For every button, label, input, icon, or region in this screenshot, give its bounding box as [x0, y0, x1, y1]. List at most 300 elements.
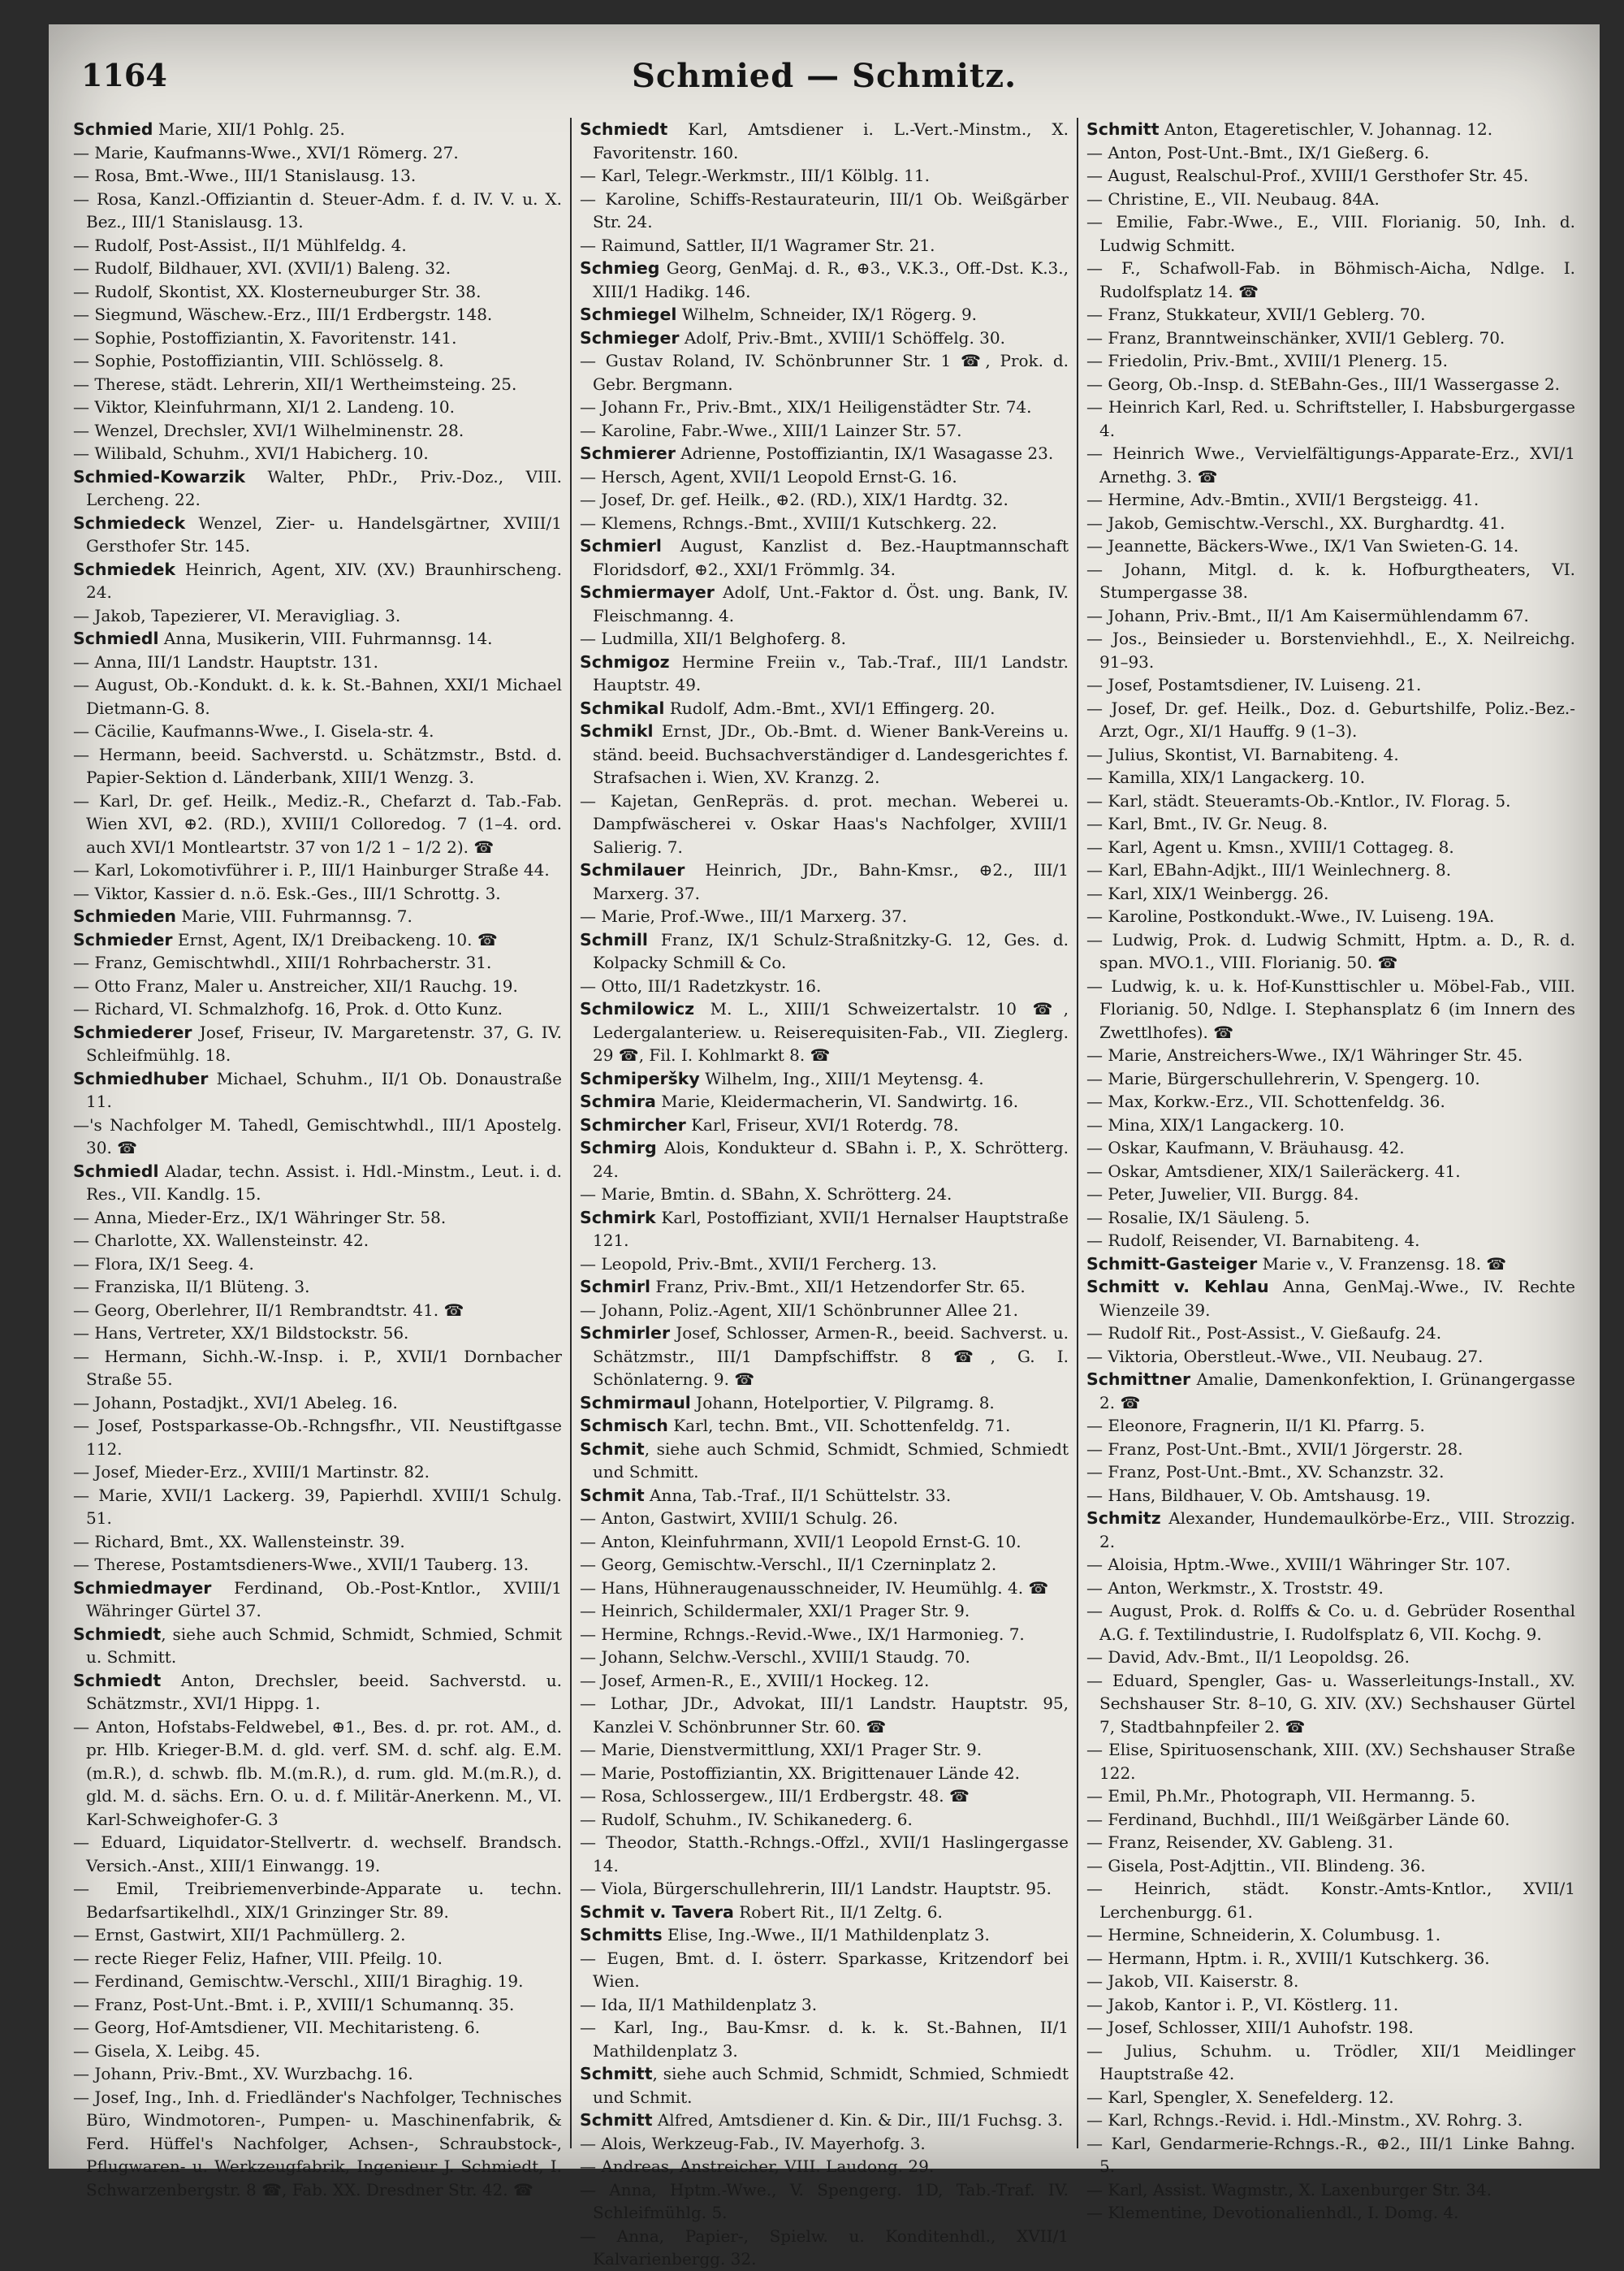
- entry-text: — Sophie, Postoffiziantin, X. Favoritenstr. 141.: [73, 327, 457, 348]
- directory-entry: [73, 975, 562, 998]
- directory-entry: [580, 257, 1069, 303]
- directory-entry: [1086, 1646, 1575, 1669]
- entry-text: — Marie, Bürgerschullehrerin, V. Spengerg. 10.: [1086, 1068, 1480, 1088]
- entry-text: — Anton, Hofstabs-Feldwebel, ⊕1., Bes. d. pr. rot. AM., d. pr. Hlb. Krieger-B.M. d. gld. verf. SM. d. schf. alg. E.M. (m.R.), d. schwb. flb. M.(m.R.), d. rum. gld. M.(m.R.), d. gld. M. d. sächs. Ern. O. u. d. f. Militär-Anerkenn. M., VI. Karl-Schweighofer-G. 3: [73, 1716, 562, 1829]
- directory-entry: [1086, 257, 1575, 303]
- entry-text: — Eugen, Bmt. d. I. österr. Sparkasse, Kritzendorf bei Wien.: [580, 1948, 1069, 1991]
- directory-entry: [1086, 1854, 1575, 1878]
- entry-text: Wenzel, Zier- u. Handelsgärtner, XVIII/1 Gersthofer Str. 145.: [86, 513, 562, 556]
- entry-text: Johann, Hotelportier, V. Pilgramg. 8.: [690, 1392, 995, 1412]
- entry-text: — Anton, Gastwirt, XVIII/1 Schulg. 26.: [580, 1508, 898, 1528]
- directory-entry: [580, 997, 1069, 1067]
- entry-text: — Jos., Beinsieder u. Borstenviehhdl., E., X. Neilreichg. 91–93.: [1086, 629, 1575, 672]
- entry-text: August, Kanzlist d. Bez.-Hauptmannschaft Floridsdorf, ⊕2., XXI/1 Frömmlg. 34.: [593, 536, 1069, 579]
- entry-text: — Karl, Telegr.-Werkmstr., III/1 Kölblg. 11.: [580, 166, 930, 185]
- column-2: [580, 118, 1069, 2269]
- column-1: [73, 118, 562, 2200]
- entry-text: — Johann, Selchw.-Verschl., XVIII/1 Staudg. 70.: [580, 1647, 970, 1667]
- entry-text: — Richard, Bmt., XX. Wallensteinstr. 39.: [73, 1531, 405, 1551]
- directory-entry: [580, 1738, 1069, 1762]
- directory-entry: [580, 1923, 1069, 1947]
- entry-text: Alfred, Amtsdiener d. Kin. & Dir., III/1 Fuchsg. 3.: [652, 2110, 1064, 2130]
- entry-surname: Schmiedl: [73, 629, 159, 648]
- directory-entry: [580, 488, 1069, 512]
- entry-text: Ernst, JDr., Ob.-Bmt. d. Wiener Bank-Vereins u. ständ. beeid. Buchsachverständiger d. Landesgerichtes f. Strafsachen i. Wien, XV. Kranzg. 2.: [593, 721, 1069, 787]
- entry-text: Karl, techn. Bmt., VII. Schottenfeldg. 71.: [667, 1416, 1011, 1435]
- entry-text: — Eleonore, Fragnerin, II/1 Kl. Pfarrg. 5.: [1086, 1416, 1425, 1435]
- directory-entry: [1086, 905, 1575, 928]
- directory-entry: [73, 1160, 562, 1206]
- directory-entry: [1086, 1067, 1575, 1091]
- directory-entry: [580, 1808, 1069, 1832]
- entry-text: — Hans, Bildhauer, V. Ob. Amtshausg. 19.: [1086, 1485, 1432, 1505]
- entry-text: — August, Realschul-Prof., XVIII/1 Gersthofer Str. 45.: [1086, 166, 1529, 185]
- entry-text: — Anton, Werkmstr., X. Troststr. 49.: [1086, 1577, 1384, 1598]
- directory-entry: [73, 164, 562, 188]
- entry-surname: Schmirmaul: [580, 1392, 691, 1412]
- entry-text: Ferdinand, Ob.-Post-Kntlor., XVIII/1 Währinger Gürtel 37.: [86, 1577, 562, 1620]
- entry-text: — Elise, Spirituosenschank, XIII. (XV.) Sechshauser Straße 122.: [1086, 1740, 1575, 1783]
- directory-entry: [580, 2109, 1069, 2132]
- entry-surname: Schmiperšky: [580, 1068, 700, 1088]
- directory-entry: [1086, 1877, 1575, 1923]
- entry-text: — Gisela, Post-Adjttin., VII. Blindeng. 36.: [1086, 1855, 1426, 1875]
- directory-entry: [1086, 1136, 1575, 1160]
- entry-text: , siehe auch Schmid, Schmidt, Schmied, Schmiedt und Schmitt.: [593, 1438, 1069, 1482]
- entry-text: — Karl, Lokomotivführer i. P., III/1 Hainburger Straße 44.: [73, 860, 550, 880]
- directory-entry: [580, 1577, 1069, 1600]
- entry-surname: Schmitts: [580, 1925, 663, 1944]
- entry-text: — Franz, Post-Unt.-Bmt., XV. Schanzstr. 32.: [1086, 1462, 1445, 1482]
- directory-entry: [73, 1391, 562, 1415]
- entry-text: — Johann, Priv.-Bmt., XV. Wurzbachg. 16.: [73, 2064, 413, 2083]
- directory-entry: [1086, 1206, 1575, 1230]
- directory-entry: [73, 1414, 562, 1460]
- directory-entry: [73, 396, 562, 419]
- entry-text: — Hermann, beeid. Sachverstd. u. Schätzmstr., Bstd. d. Papier-Sektion d. Länderbank, XIII/1 Wenzg. 3.: [73, 744, 562, 787]
- directory-entry: [580, 1599, 1069, 1623]
- directory-entry: [73, 2016, 562, 2040]
- directory-entry: [1086, 1322, 1575, 1345]
- entry-text: — Josef, Dr. gef. Heilk., ⊕2. (RD.), XIX/1 Hardtg. 32.: [580, 490, 1009, 509]
- entry-text: — Otto Franz, Maler u. Anstreicher, XII/1 Rauchg. 19.: [73, 975, 518, 996]
- entry-text: Marie v., V. Franzensg. 18. ☎: [1257, 1253, 1507, 1274]
- directory-entry: [1086, 882, 1575, 906]
- directory-entry: [580, 442, 1069, 465]
- directory-entry: [1086, 349, 1575, 373]
- entry-text: — Marie, Dienstvermittlung, XXI/1 Prager Str. 9.: [580, 1740, 983, 1759]
- directory-entry: [1086, 1784, 1575, 1808]
- entry-surname: Schmisch: [580, 1416, 668, 1435]
- entry-text: — Eduard, Spengler, Gas- u. Wasserleitungs-Install., XV. Sechshauser Str. 8–10, G. XIV. (XV.) Sechshauser Gürtel 7, Stadtbahnpfeiler 2. ☎: [1086, 1670, 1575, 1737]
- directory-entry: [1086, 1345, 1575, 1369]
- directory-entry: [580, 789, 1069, 859]
- directory-entry: [580, 1322, 1069, 1391]
- entry-text: — Franz, Reisender, XV. Gableng. 31.: [1086, 1832, 1393, 1852]
- entry-surname: Schmieger: [580, 327, 680, 348]
- directory-entry: [73, 2062, 562, 2086]
- entry-text: Marie, XII/1 Pohlg. 25.: [153, 119, 345, 139]
- entry-text: — Ferdinand, Gemischtw.-Verschl., XIII/1 Biraghig. 19.: [73, 1971, 524, 1991]
- entry-text: — Marie, Kaufmanns-Wwe., XVI/1 Römerg. 27.: [73, 142, 459, 162]
- directory-entry: [73, 859, 562, 882]
- entry-surname: Schmiedl: [73, 1161, 159, 1181]
- entry-surname: Schmiedmayer: [73, 1577, 212, 1598]
- entry-text: — Josef, Postamtsdiener, IV. Luiseng. 21.: [1086, 675, 1422, 694]
- directory-entry: [73, 1993, 562, 2017]
- entry-text: — Rudolf, Post-Assist., II/1 Mühlfeldg. 4.: [73, 235, 407, 255]
- entry-text: — recte Rieger Feliz, Hafner, VIII. Pfeilg. 10.: [73, 1948, 443, 1968]
- entry-text: — Johann, Mitgl. d. k. k. Hofburgtheaters, VI. Stumpergasse 38.: [1086, 559, 1575, 602]
- directory-entry: [73, 627, 562, 651]
- entry-text: — Karoline, Fabr.-Wwe., XIII/1 Lainzer Str. 57.: [580, 420, 962, 440]
- entry-text: Georg, GenMaj. d. R., ⊕3., V.K.3., Off.-Dst. K.3., XIII/1 Hadikg. 146.: [593, 258, 1069, 301]
- entry-text: — Hans, Hühneraugenausschneider, IV. Heumühlg. 4. ☎: [580, 1577, 1049, 1598]
- directory-entry: [1086, 1738, 1575, 1784]
- entry-text: Franz, Priv.-Bmt., XII/1 Hetzendorfer Str. 65.: [650, 1277, 1026, 1296]
- entry-surname: Schmiedeck: [73, 513, 186, 533]
- directory-entry: [1086, 534, 1575, 558]
- entry-text: — Karl, Rchngs.-Revid. i. Hdl.-Minstm., XV. Rohrg. 3.: [1086, 2110, 1523, 2130]
- entry-text: — Viola, Bürgerschullehrerin, III/1 Landstr. Hauptstr. 95.: [580, 1879, 1052, 1898]
- entry-text: — Johann, Postadjkt., XVI/1 Abeleg. 16.: [73, 1392, 398, 1412]
- directory-entry: [1086, 1438, 1575, 1461]
- entry-text: — Therese, städt. Lehrerin, XII/1 Wertheimsteing. 25.: [73, 374, 517, 394]
- entry-text: Wilhelm, Schneider, IX/1 Rögerg. 9.: [676, 305, 978, 324]
- directory-entry: [73, 280, 562, 304]
- entry-surname: Schmitt: [1086, 119, 1160, 139]
- entry-text: Marie, Kleidermacherin, VI. Sandwirtg. 16.: [655, 1092, 1019, 1111]
- directory-entry: [580, 581, 1069, 627]
- entry-text: Robert Rit., II/1 Zeltg. 6.: [733, 1901, 943, 1922]
- entry-text: — Karl, XIX/1 Weinbergg. 26.: [1086, 883, 1329, 903]
- directory-entry: [580, 1299, 1069, 1322]
- directory-entry: [580, 1646, 1069, 1669]
- directory-entry: [1086, 1252, 1575, 1276]
- entry-text: — Ida, II/1 Mathildenplatz 3.: [580, 1994, 818, 2014]
- directory-entry: [580, 396, 1069, 419]
- entry-text: Karl, Friseur, XVI/1 Roterdg. 78.: [685, 1114, 959, 1135]
- entry-text: — Johann, Poliz.-Agent, XII/1 Schönbrunner Allee 21.: [580, 1300, 1018, 1320]
- directory-entry: [580, 2225, 1069, 2271]
- directory-entry: [1086, 488, 1575, 512]
- directory-entry: [1086, 1368, 1575, 1414]
- directory-entry: [1086, 2016, 1575, 2040]
- directory-entry: [1086, 697, 1575, 743]
- entry-text: — Anna, III/1 Landstr. Hauptstr. 131.: [73, 651, 378, 672]
- directory-entry: [580, 118, 1069, 164]
- directory-entry: [73, 2040, 562, 2063]
- entry-text: — Karoline, Schiffs-Restaurateurin, III/1 Ob. Weißgärber Str. 24.: [580, 188, 1069, 231]
- entry-text: — Aloisia, Hptm.-Wwe., XVIII/1 Währinger Str. 107.: [1086, 1555, 1511, 1574]
- directory-entry: [1086, 1577, 1575, 1600]
- page-number: 1164: [81, 57, 167, 93]
- entry-text: — Viktoria, Oberstleut.-Wwe., VII. Neubaug. 27.: [1086, 1346, 1484, 1366]
- directory-entry: [1086, 812, 1575, 836]
- directory-entry: [73, 118, 562, 141]
- entry-surname: Schmirl: [580, 1277, 651, 1296]
- directory-entry: [1086, 2109, 1575, 2132]
- directory-entry: [580, 1090, 1069, 1114]
- directory-entry: [580, 512, 1069, 535]
- entry-text: Adolf, Unt.-Faktor d. Öst. ung. Bank, IV. Fleischmanng. 4.: [593, 582, 1069, 625]
- entry-text: Marie, VIII. Fuhrmannsg. 7.: [175, 906, 412, 926]
- entry-text: — August, Prok. d. Rolffs & Co. u. d. Gebrüder Rosenthal A.G. f. Textilindustrie, I. Rudolfsplatz 6, VII. Kochg. 9.: [1086, 1601, 1575, 1644]
- entry-text: — Viktor, Kleinfuhrmann, XI/1 2. Landeng. 10.: [73, 397, 455, 417]
- directory-entry: [580, 1669, 1069, 1693]
- entry-text: — Therese, Postamtsdieners-Wwe., XVII/1 Tauberg. 13.: [73, 1555, 529, 1574]
- directory-entry: [1086, 1808, 1575, 1832]
- directory-entry: [1086, 975, 1575, 1045]
- entry-text: — Wilibald, Schuhm., XVI/1 Habicherg. 10.: [73, 443, 429, 463]
- entry-text: — Otto, III/1 Radetzkystr. 16.: [580, 975, 822, 996]
- directory-entry: [73, 1623, 562, 1669]
- directory-entry: [1086, 604, 1575, 628]
- entry-text: — Josef, Ing., Inh. d. Friedländer's Nachfolger, Technisches Büro, Windmotoren-, Pumpen- u. Maschinenfabrik, & Ferd. Hüffel's Nachfolger, Achsen-, Schraubstock-, Pflugwaren- u. Werkzeugfabrik, Ingenieur J. Schmiedt, I. Schwarzenbergstr. 8 ☎, Fab. XX. Dresdner Str. 42. ☎: [73, 2087, 562, 2200]
- directory-entry: [73, 141, 562, 165]
- entry-text: — Hermann, Hptm. i. R., XVIII/1 Kutschkerg. 36.: [1086, 1948, 1490, 1968]
- entry-surname: Schmierl: [580, 536, 662, 556]
- directory-entry: [73, 1831, 562, 1877]
- directory-entry: [1086, 1044, 1575, 1067]
- directory-entry: [73, 1947, 562, 1970]
- entry-text: — Raimund, Sattler, II/1 Wagramer Str. 21.: [580, 235, 935, 255]
- directory-entry: [73, 604, 562, 628]
- directory-entry: [580, 928, 1069, 975]
- entry-text: — Josef, Postsparkasse-Ob.-Rchngsfhr., VII. Neustiftgasse 112.: [73, 1416, 562, 1459]
- entry-surname: Schmirg: [580, 1138, 657, 1157]
- directory-entry: [580, 1623, 1069, 1646]
- directory-entry: [580, 1275, 1069, 1299]
- entry-text: Anton, Etageretischler, V. Johannag. 12.: [1159, 119, 1493, 139]
- directory-entry: [73, 1067, 562, 1114]
- entry-text: — Heinrich Wwe., Vervielfältigungs-Apparate-Erz., XVI/1 Arnethg. 3. ☎: [1086, 443, 1575, 487]
- directory-entry: [73, 720, 562, 743]
- entry-text: — Marie, XVII/1 Lackerg. 39, Papierhdl. XVIII/1 Schulg. 51.: [73, 1485, 562, 1528]
- directory-entry: [1086, 164, 1575, 188]
- entry-text: — Franziska, II/1 Blüteng. 3.: [73, 1277, 310, 1296]
- directory-entry: [1086, 1993, 1575, 2017]
- entry-text: Elise, Ing.-Wwe., II/1 Mathildenplatz 3.: [662, 1925, 990, 1944]
- directory-entry: [73, 1275, 562, 1299]
- directory-entry: [1086, 210, 1575, 257]
- directory-entry: [580, 1114, 1069, 1137]
- entry-text: — Viktor, Kassier d. n.ö. Esk.-Ges., III/1 Schrottg. 3.: [73, 883, 501, 903]
- directory-entry: [73, 1530, 562, 1554]
- entry-text: — Franz, Post-Unt.-Bmt. i. P., XVIII/1 Schumannq. 35.: [73, 1994, 515, 2014]
- entry-surname: Schmiedt: [73, 1624, 162, 1644]
- entry-text: — Marie, Bmtin. d. SBahn, X. Schrötterg. 24.: [580, 1184, 952, 1204]
- directory-entry: [1086, 303, 1575, 327]
- entry-text: — Karl, Agent u. Kmsn., XVIII/1 Cottageg. 8.: [1086, 837, 1454, 857]
- directory-entry: [580, 975, 1069, 998]
- entry-text: — Jakob, VII. Kaiserstr. 8.: [1086, 1971, 1299, 1991]
- directory-entry: [73, 1252, 562, 1276]
- entry-surname: Schmied-Kowarzik: [73, 466, 246, 487]
- entry-text: — Rudolf, Skontist, XX. Klosterneuburger Str. 38.: [73, 281, 482, 301]
- entry-text: — Johann Fr., Priv.-Bmt., XIX/1 Heiligenstädter Str. 74.: [580, 397, 1032, 417]
- entry-text: Rudolf, Adm.-Bmt., XVI/1 Effingerg. 20.: [664, 698, 996, 718]
- directory-entry: [73, 673, 562, 720]
- entry-text: — Jeannette, Bäckers-Wwe., IX/1 Van Swieten-G. 14.: [1086, 536, 1519, 556]
- entry-surname: Schmiederer: [73, 1022, 192, 1042]
- entry-text: — Hermann, Sichh.-W.-Insp. i. P., XVII/1 Dornbacher Straße 55.: [73, 1346, 562, 1389]
- entry-text: — Oskar, Kaufmann, V. Bräuhausg. 42.: [1086, 1138, 1405, 1157]
- entry-text: — Sophie, Postoffiziantin, VIII. Schlösselg. 8.: [73, 351, 444, 370]
- directory-entry: [580, 1901, 1069, 1924]
- entry-surname: Schmill: [580, 929, 648, 949]
- directory-entry: [73, 512, 562, 558]
- directory-entry: [1086, 512, 1575, 535]
- directory-entry: [1086, 928, 1575, 975]
- directory-entry: [1086, 1507, 1575, 1553]
- entry-text: — Karl, Dr. gef. Heilk., Mediz.-R., Chefarzt d. Tab.-Fab. Wien XVI, ⊕2. (RD.), XVIII/1 Colloredog. 7 (1–4. ord. auch XVI/1 Montleartstr. 37 von 1/2 1 – 1/2 2). ☎: [73, 790, 562, 857]
- directory-entry: [1086, 1831, 1575, 1854]
- entry-surname: Schmiedt: [73, 1670, 162, 1690]
- directory-entry: [1086, 118, 1575, 141]
- directory-entry: [73, 349, 562, 373]
- entry-text: — Jakob, Gemischtw.-Verschl., XX. Burghardtg. 41.: [1086, 513, 1505, 533]
- entry-text: — Julius, Skontist, VI. Barnabiteng. 4.: [1086, 744, 1399, 764]
- entry-text: — Josef, Armen-R., E., XVIII/1 Hockeg. 12.: [580, 1670, 930, 1690]
- entry-text: — Franz, Branntweinschänker, XVII/1 Geblerg. 70.: [1086, 327, 1505, 348]
- directory-entry: [1086, 1090, 1575, 1114]
- entry-surname: Schmiedek: [73, 559, 176, 579]
- entry-text: —'s Nachfolger M. Tahedl, Gemischtwhdl., III/1 Apostelg. 30. ☎: [73, 1114, 562, 1157]
- directory-entry: [73, 188, 562, 234]
- entry-text: — Kamilla, XIX/1 Langackerg. 10.: [1086, 768, 1366, 787]
- entry-text: Adrienne, Postoffiziantin, IX/1 Wasagasse 23.: [675, 443, 1054, 463]
- entry-text: — Rudolf Rit., Post-Assist., V. Gießaufg. 24.: [1086, 1323, 1442, 1343]
- directory-entry: [1086, 442, 1575, 488]
- entry-surname: Schmira: [580, 1092, 656, 1111]
- directory-entry: [580, 1947, 1069, 1993]
- entry-surname: Schmitt: [580, 2064, 653, 2083]
- directory-entry: [73, 1322, 562, 1345]
- directory-entry: [580, 1831, 1069, 1877]
- directory-entry: [580, 1784, 1069, 1808]
- directory-entry: [580, 303, 1069, 327]
- entry-text: Ernst, Agent, IX/1 Dreibackeng. 10. ☎: [172, 929, 498, 949]
- entry-text: — Emil, Treibriemenverbinde-Apparate u. techn. Bedarfsartikelhdl., XIX/1 Grinzinger Str. 89.: [73, 1879, 562, 1922]
- entry-text: — Christine, E., VII. Neubaug. 84A.: [1086, 188, 1380, 209]
- directory-entry: [1086, 1923, 1575, 1947]
- directory-entry: [580, 1877, 1069, 1901]
- entry-text: Josef, Schlosser, Armen-R., beeid. Sachverst. u. Schätzmstr., III/1 Dampfschiffstr. 8 ☎, G. I. Schönlaterng. 9. ☎: [593, 1323, 1069, 1389]
- directory-entry: [580, 1507, 1069, 1530]
- directory-entry: [1086, 558, 1575, 604]
- directory-page: [49, 24, 1600, 2269]
- entry-text: — Flora, IX/1 Seeg. 4.: [73, 1253, 254, 1274]
- entry-text: Franz, IX/1 Schulz-Straßnitzky-G. 12, Ges. d. Kolpacky Schmill & Co.: [593, 929, 1069, 972]
- entry-text: — Richard, VI. Schmalzhofg. 16, Prok. d. Otto Kunz.: [73, 999, 503, 1019]
- directory-entry: [1086, 373, 1575, 396]
- entry-text: Amalie, Damenkonfektion, I. Grünangergasse 2. ☎: [1099, 1369, 1575, 1412]
- directory-entry: [73, 1577, 562, 1623]
- entry-surname: Schmiedhuber: [73, 1068, 209, 1088]
- entry-text: — Eduard, Liquidator-Stellvertr. d. wechself. Brandsch. Versich.-Anst., XIII/1 Einwangg. 19.: [73, 1832, 562, 1875]
- directory-entry: [1086, 1484, 1575, 1508]
- directory-entry: [1086, 1669, 1575, 1739]
- entry-text: — Marie, Postoffiziantin, XX. Brigittenauer Lände 42.: [580, 1763, 1020, 1783]
- entry-surname: Schmiermayer: [580, 582, 715, 602]
- entry-text: — Karl, Assist. Wagmstr., X. Laxenburger Str. 34.: [1086, 2179, 1492, 2200]
- directory-entry: [1086, 673, 1575, 697]
- directory-entry: [1086, 2201, 1575, 2225]
- entry-text: — Ferdinand, Buchhdl., III/1 Weißgärber Lände 60.: [1086, 1809, 1510, 1829]
- entry-surname: Schmitt-Gasteiger: [1086, 1253, 1258, 1274]
- entry-text: — Josef, Mieder-Erz., XVIII/1 Martinstr. 82.: [73, 1462, 430, 1482]
- directory-entry: [580, 627, 1069, 651]
- directory-entry: [73, 1970, 562, 1993]
- directory-entry: [73, 234, 562, 257]
- directory-entry: [1086, 2132, 1575, 2178]
- directory-entry: [73, 789, 562, 859]
- entry-text: — Anna, Papier-, Spielw. u. Konditenhdl., XVII/1 Kalvarienbergg. 32.: [580, 2226, 1069, 2269]
- directory-entry: [73, 1877, 562, 1923]
- entry-surname: Schmigoz: [580, 651, 670, 672]
- directory-entry: [580, 1414, 1069, 1438]
- directory-entry: [1086, 1599, 1575, 1646]
- directory-entry: [580, 1183, 1069, 1206]
- column-3: [1086, 118, 1576, 2222]
- directory-entry: [1086, 188, 1575, 211]
- entry-text: Wilhelm, Ing., XIII/1 Meytensg. 4.: [699, 1068, 984, 1088]
- entry-surname: Schmiedt: [580, 119, 668, 139]
- entry-text: — Ludwig, Prok. d. Ludwig Schmitt, Hptm. a. D., R. d. span. MVO.1., VIII. Florianig. 50. ☎: [1086, 929, 1575, 972]
- directory-entry: [1086, 1947, 1575, 1970]
- entry-text: — Marie, Prof.-Wwe., III/1 Marxerg. 37.: [580, 906, 908, 926]
- entry-text: — Anna, Hptm.-Wwe., V. Spengerg. 1D, Tab.-Traf. IV. Schleifmühlg. 5.: [580, 2179, 1069, 2222]
- entry-text: — F., Schafwoll-Fab. in Böhmisch-Aicha, Ndlge. I. Rudolfsplatz 14. ☎: [1086, 258, 1575, 301]
- directory-entry: [580, 1391, 1069, 1415]
- directory-entry: [580, 534, 1069, 581]
- directory-entry: [73, 905, 562, 928]
- entry-surname: Schmikal: [580, 698, 665, 718]
- entry-surname: Schmikl: [580, 721, 654, 741]
- entry-surname: Schmieg: [580, 258, 660, 278]
- entry-text: Anna, Tab.-Traf., II/1 Schüttelstr. 33.: [644, 1485, 952, 1505]
- directory-entry: [580, 1136, 1069, 1183]
- directory-entry: [580, 651, 1069, 697]
- entry-surname: Schmirk: [580, 1207, 656, 1227]
- directory-entry: [73, 1484, 562, 1530]
- entry-text: — Hermine, Adv.-Bmtin., XVII/1 Bergsteigg. 41.: [1086, 490, 1479, 509]
- directory-entry: [73, 1669, 562, 1715]
- entry-text: — Emil, Ph.Mr., Photograph, VII. Hermanng. 5.: [1086, 1786, 1476, 1806]
- entry-text: — August, Ob.-Kondukt. d. k. k. St.-Bahnen, XXI/1 Michael Dietmann-G. 8.: [73, 675, 562, 718]
- directory-entry: [1086, 2178, 1575, 2202]
- directory-entry: [580, 465, 1069, 489]
- entry-text: — Rudolf, Schuhm., IV. Schikanederg. 6.: [580, 1809, 913, 1829]
- entry-text: — Franz, Stukkateur, XVII/1 Geblerg. 70.: [1086, 305, 1426, 324]
- entry-text: — Karl, Ing., Bau-Kmsr. d. k. k. St.-Bahnen, II/1 Mathildenplatz 3.: [580, 2018, 1069, 2061]
- page-header: [49, 57, 1600, 122]
- directory-entry: [73, 303, 562, 327]
- entry-text: — Karoline, Postkondukt.-Wwe., IV. Luiseng. 19A.: [1086, 906, 1495, 926]
- directory-entry: [73, 1206, 562, 1230]
- entry-text: — David, Adv.-Bmt., II/1 Leopoldsg. 26.: [1086, 1647, 1410, 1667]
- entry-text: — Jakob, Kantor i. P., VI. Köstlerg. 11.: [1086, 1994, 1399, 2014]
- entry-text: — Franz, Post-Unt.-Bmt., XVII/1 Jörgerstr. 28.: [1086, 1438, 1463, 1459]
- entry-text: — Ludmilla, XII/1 Belghoferg. 8.: [580, 629, 847, 648]
- directory-entry: [73, 997, 562, 1021]
- entry-text: Anton, Drechsler, beeid. Sachverstd. u. Schätzmstr., XVI/1 Hippg. 1.: [86, 1670, 562, 1713]
- directory-columns: [73, 118, 1576, 2269]
- directory-entry: [73, 1021, 562, 1067]
- directory-entry: [580, 1206, 1069, 1252]
- entry-surname: Schmit: [580, 1438, 645, 1459]
